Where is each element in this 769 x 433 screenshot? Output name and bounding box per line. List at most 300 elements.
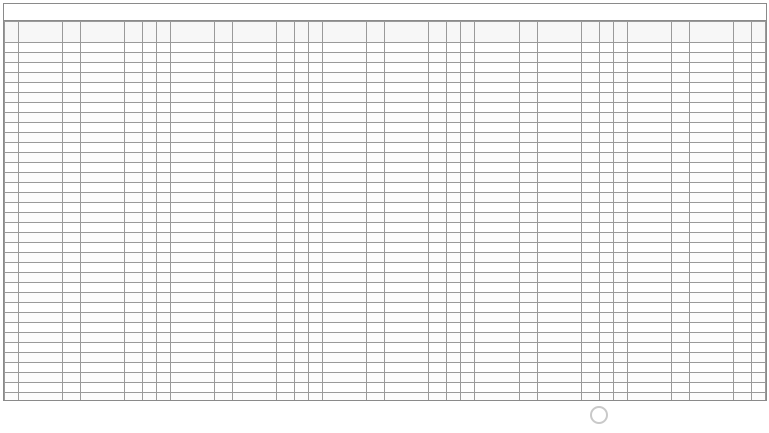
table-row xyxy=(5,43,766,53)
table-cell xyxy=(157,203,171,213)
column-header xyxy=(233,22,277,43)
table-cell xyxy=(385,283,429,293)
table-cell xyxy=(599,253,613,263)
table-cell xyxy=(295,63,309,73)
table-cell xyxy=(751,353,765,363)
table-cell xyxy=(689,173,733,183)
table-cell xyxy=(81,43,125,53)
table-cell xyxy=(599,173,613,183)
table-cell xyxy=(233,263,277,273)
table-cell xyxy=(689,53,733,63)
table-cell xyxy=(295,133,309,143)
table-cell xyxy=(63,353,81,363)
table-cell xyxy=(613,63,627,73)
table-cell xyxy=(367,163,385,173)
table-row xyxy=(5,333,766,343)
table-cell xyxy=(627,103,671,113)
table-cell xyxy=(751,63,765,73)
table-cell xyxy=(171,193,215,203)
table-cell xyxy=(475,93,519,103)
table-cell xyxy=(215,303,233,313)
table-cell xyxy=(63,53,81,63)
table-cell xyxy=(309,273,323,283)
table-cell xyxy=(5,203,19,213)
table-cell xyxy=(323,133,367,143)
table-cell xyxy=(627,333,671,343)
column-header xyxy=(447,22,461,43)
table-cell xyxy=(461,343,475,353)
table-cell xyxy=(323,203,367,213)
table-cell xyxy=(689,273,733,283)
table-cell xyxy=(475,173,519,183)
table-cell xyxy=(19,273,63,283)
table-cell xyxy=(63,363,81,373)
table-cell xyxy=(385,43,429,53)
table-cell xyxy=(309,373,323,383)
table-cell xyxy=(461,63,475,73)
table-cell xyxy=(215,383,233,393)
table-cell xyxy=(671,333,689,343)
table-cell xyxy=(125,283,143,293)
table-cell xyxy=(689,353,733,363)
table-cell xyxy=(81,343,125,353)
table-body xyxy=(5,43,766,402)
table-cell xyxy=(63,213,81,223)
table-cell xyxy=(5,343,19,353)
table-cell xyxy=(19,383,63,393)
table-cell xyxy=(519,343,537,353)
table-cell xyxy=(689,253,733,263)
table-cell xyxy=(81,333,125,343)
table-cell xyxy=(19,193,63,203)
table-cell xyxy=(295,113,309,123)
table-cell xyxy=(429,213,447,223)
table-cell xyxy=(519,303,537,313)
table-cell xyxy=(751,203,765,213)
table-row xyxy=(5,63,766,73)
table-cell xyxy=(475,323,519,333)
table-cell xyxy=(19,343,63,353)
column-header xyxy=(537,22,581,43)
table-cell xyxy=(295,233,309,243)
site-watermark xyxy=(590,398,766,432)
table-cell xyxy=(447,193,461,203)
table-cell xyxy=(689,213,733,223)
table-cell xyxy=(157,343,171,353)
table-row xyxy=(5,313,766,323)
table-cell xyxy=(63,333,81,343)
table-cell xyxy=(233,273,277,283)
table-cell xyxy=(461,113,475,123)
table-cell xyxy=(215,53,233,63)
table-cell xyxy=(323,173,367,183)
table-cell xyxy=(447,203,461,213)
table-cell xyxy=(233,243,277,253)
table-cell xyxy=(277,73,295,83)
column-header xyxy=(751,22,765,43)
table-cell xyxy=(19,183,63,193)
table-cell xyxy=(171,113,215,123)
table-cell xyxy=(581,383,599,393)
table-cell xyxy=(157,103,171,113)
table-cell xyxy=(309,143,323,153)
table-row xyxy=(5,123,766,133)
table-cell xyxy=(125,43,143,53)
table-cell xyxy=(215,253,233,263)
table-cell xyxy=(233,343,277,353)
table-cell xyxy=(5,63,19,73)
table-cell xyxy=(461,373,475,383)
table-cell xyxy=(627,213,671,223)
table-cell xyxy=(537,233,581,243)
table-cell xyxy=(537,83,581,93)
table-cell xyxy=(519,283,537,293)
table-cell xyxy=(233,73,277,83)
table-cell xyxy=(233,313,277,323)
table-cell xyxy=(733,313,751,323)
table-cell xyxy=(385,223,429,233)
table-cell xyxy=(19,63,63,73)
table-cell xyxy=(537,283,581,293)
table-cell xyxy=(277,93,295,103)
table-cell xyxy=(447,173,461,183)
table-cell xyxy=(143,383,157,393)
table-cell xyxy=(627,233,671,243)
table-cell xyxy=(733,323,751,333)
table-cell xyxy=(171,323,215,333)
table-row xyxy=(5,363,766,373)
table-cell xyxy=(5,173,19,183)
table-cell xyxy=(125,193,143,203)
table-cell xyxy=(233,83,277,93)
table-cell xyxy=(157,133,171,143)
table-cell xyxy=(171,93,215,103)
table-cell xyxy=(171,173,215,183)
table-cell xyxy=(599,193,613,203)
table-cell xyxy=(63,63,81,73)
table-cell xyxy=(599,373,613,383)
table-cell xyxy=(751,333,765,343)
table-cell xyxy=(157,253,171,263)
table-cell xyxy=(157,223,171,233)
table-cell xyxy=(233,153,277,163)
table-cell xyxy=(5,73,19,83)
table-cell xyxy=(627,183,671,193)
table-cell xyxy=(19,293,63,303)
column-header xyxy=(429,22,447,43)
table-cell xyxy=(519,123,537,133)
table-cell xyxy=(599,273,613,283)
table-cell xyxy=(233,103,277,113)
table-cell xyxy=(627,93,671,103)
table-row xyxy=(5,303,766,313)
table-cell xyxy=(537,203,581,213)
table-cell xyxy=(125,343,143,353)
table-cell xyxy=(613,323,627,333)
table-cell xyxy=(277,223,295,233)
table-cell xyxy=(367,253,385,263)
table-cell xyxy=(171,293,215,303)
table-cell xyxy=(5,123,19,133)
table-cell xyxy=(733,203,751,213)
table-cell xyxy=(309,313,323,323)
table-cell xyxy=(63,183,81,193)
table-cell xyxy=(171,263,215,273)
table-cell xyxy=(125,53,143,63)
table-cell xyxy=(5,313,19,323)
table-cell xyxy=(613,253,627,263)
table-cell xyxy=(323,383,367,393)
table-cell xyxy=(309,193,323,203)
table-cell xyxy=(461,323,475,333)
table-cell xyxy=(613,93,627,103)
table-row xyxy=(5,263,766,273)
table-cell xyxy=(309,333,323,343)
table-cell xyxy=(627,73,671,83)
table-cell xyxy=(233,213,277,223)
table-cell xyxy=(733,253,751,263)
table-row xyxy=(5,153,766,163)
table-row xyxy=(5,293,766,303)
table-cell xyxy=(157,173,171,183)
table-cell xyxy=(475,303,519,313)
table-cell xyxy=(461,313,475,323)
table-cell xyxy=(143,183,157,193)
table-cell xyxy=(447,383,461,393)
table-cell xyxy=(627,173,671,183)
table-cell xyxy=(63,113,81,123)
table-cell xyxy=(671,253,689,263)
table-cell xyxy=(125,233,143,243)
table-cell xyxy=(461,273,475,283)
table-cell xyxy=(733,283,751,293)
table-cell xyxy=(277,153,295,163)
table-cell xyxy=(385,63,429,73)
table-cell xyxy=(81,213,125,223)
table-cell xyxy=(81,103,125,113)
table-cell xyxy=(19,203,63,213)
table-cell xyxy=(367,353,385,363)
table-cell xyxy=(689,383,733,393)
table-cell xyxy=(429,203,447,213)
table-cell xyxy=(143,143,157,153)
table-cell xyxy=(447,343,461,353)
table-cell xyxy=(671,373,689,383)
table-cell xyxy=(689,233,733,243)
table-cell xyxy=(627,373,671,383)
table-cell xyxy=(367,93,385,103)
table-cell xyxy=(429,173,447,183)
table-cell xyxy=(323,363,367,373)
table-cell xyxy=(277,343,295,353)
table-cell xyxy=(5,83,19,93)
table-cell xyxy=(143,133,157,143)
table-cell xyxy=(599,333,613,343)
table-cell xyxy=(5,233,19,243)
table-cell xyxy=(475,163,519,173)
table-cell xyxy=(447,313,461,323)
table-cell xyxy=(215,213,233,223)
table-cell xyxy=(461,363,475,373)
table-cell xyxy=(475,253,519,263)
table-cell xyxy=(323,223,367,233)
table-cell xyxy=(671,123,689,133)
table-cell xyxy=(475,233,519,243)
table-cell xyxy=(627,263,671,273)
table-cell xyxy=(277,283,295,293)
table-cell xyxy=(143,373,157,383)
table-cell xyxy=(689,333,733,343)
table-cell xyxy=(461,153,475,163)
table-cell xyxy=(447,353,461,363)
table-cell xyxy=(385,363,429,373)
table-cell xyxy=(323,343,367,353)
table-cell xyxy=(447,303,461,313)
table-cell xyxy=(367,53,385,63)
table-cell xyxy=(367,153,385,163)
table-cell xyxy=(323,213,367,223)
table-cell xyxy=(143,43,157,53)
table-cell xyxy=(447,253,461,263)
footer-note xyxy=(3,400,563,420)
table-cell xyxy=(733,133,751,143)
table-cell xyxy=(581,173,599,183)
table-cell xyxy=(627,113,671,123)
table-cell xyxy=(581,203,599,213)
table-cell xyxy=(309,303,323,313)
table-cell xyxy=(125,363,143,373)
table-cell xyxy=(295,313,309,323)
table-row xyxy=(5,173,766,183)
table-cell xyxy=(63,303,81,313)
table-cell xyxy=(323,43,367,53)
table-cell xyxy=(461,43,475,53)
table-cell xyxy=(157,73,171,83)
table-row xyxy=(5,163,766,173)
table-cell xyxy=(63,313,81,323)
table-row xyxy=(5,143,766,153)
table-cell xyxy=(295,373,309,383)
table-cell xyxy=(19,283,63,293)
table-cell xyxy=(367,363,385,373)
table-cell xyxy=(277,103,295,113)
table-cell xyxy=(385,293,429,303)
table-cell xyxy=(613,273,627,283)
table-cell xyxy=(143,63,157,73)
table-cell xyxy=(475,353,519,363)
table-cell xyxy=(461,283,475,293)
table-cell xyxy=(613,313,627,323)
table-cell xyxy=(581,213,599,223)
table-cell xyxy=(81,143,125,153)
column-header xyxy=(627,22,671,43)
table-cell xyxy=(429,143,447,153)
table-cell xyxy=(461,303,475,313)
table-cell xyxy=(367,293,385,303)
table-cell xyxy=(671,53,689,63)
table-cell xyxy=(295,73,309,83)
table-cell xyxy=(367,123,385,133)
table-cell xyxy=(81,123,125,133)
table-cell xyxy=(599,113,613,123)
table-cell xyxy=(5,363,19,373)
table-cell xyxy=(385,233,429,243)
table-cell xyxy=(537,133,581,143)
table-cell xyxy=(215,133,233,143)
table-cell xyxy=(447,103,461,113)
table-cell xyxy=(19,123,63,133)
table-cell xyxy=(19,253,63,263)
table-cell xyxy=(447,123,461,133)
table-cell xyxy=(171,153,215,163)
table-cell xyxy=(461,73,475,83)
table-cell xyxy=(233,53,277,63)
table-cell xyxy=(613,233,627,243)
table-cell xyxy=(627,43,671,53)
table-cell xyxy=(143,153,157,163)
table-cell xyxy=(385,383,429,393)
table-cell xyxy=(125,313,143,323)
table-cell xyxy=(671,303,689,313)
table-cell xyxy=(599,213,613,223)
table-cell xyxy=(447,113,461,123)
table-cell xyxy=(599,233,613,243)
table-cell xyxy=(671,183,689,193)
table-cell xyxy=(81,353,125,363)
table-cell xyxy=(475,363,519,373)
table-cell xyxy=(627,253,671,263)
table-cell xyxy=(277,273,295,283)
column-header xyxy=(689,22,733,43)
table-cell xyxy=(309,153,323,163)
table-cell xyxy=(157,233,171,243)
table-cell xyxy=(689,183,733,193)
table-cell xyxy=(215,153,233,163)
table-cell xyxy=(519,323,537,333)
table-cell xyxy=(295,193,309,203)
table-cell xyxy=(581,323,599,333)
table-cell xyxy=(81,153,125,163)
table-cell xyxy=(519,53,537,63)
table-cell xyxy=(5,353,19,363)
table-cell xyxy=(157,63,171,73)
table-cell xyxy=(5,373,19,383)
table-cell xyxy=(461,183,475,193)
table-cell xyxy=(461,383,475,393)
table-cell xyxy=(157,183,171,193)
table-cell xyxy=(295,103,309,113)
table-cell xyxy=(537,173,581,183)
table-cell xyxy=(689,143,733,153)
table-cell xyxy=(143,103,157,113)
table-cell xyxy=(429,253,447,263)
table-cell xyxy=(19,233,63,243)
column-header xyxy=(125,22,143,43)
table-cell xyxy=(671,153,689,163)
table-cell xyxy=(385,123,429,133)
column-header xyxy=(733,22,751,43)
table-cell xyxy=(81,113,125,123)
table-cell xyxy=(581,373,599,383)
table-cell xyxy=(143,213,157,223)
table-cell xyxy=(309,223,323,233)
table-cell xyxy=(309,263,323,273)
table-cell xyxy=(475,103,519,113)
table-cell xyxy=(581,123,599,133)
table-cell xyxy=(157,383,171,393)
table-cell xyxy=(599,383,613,393)
table-cell xyxy=(81,183,125,193)
